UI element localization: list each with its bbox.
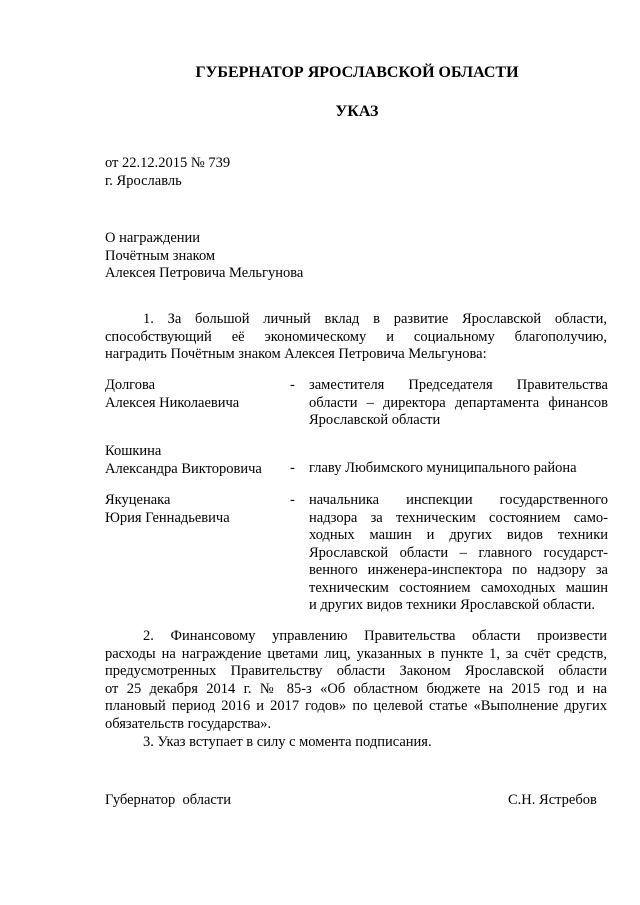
signatory-title: Губернатор области (105, 792, 231, 808)
signatory-name: С.Н. Ястребов (508, 792, 597, 808)
recipient-given-names: Юрия Геннадьевича (105, 509, 230, 526)
decree-subject (105, 230, 405, 283)
issuing-city: г. Ярославль (105, 172, 182, 189)
position-line: венного инженера-инспектора по надзору за (309, 562, 608, 578)
paragraph-line: 2. Финансовому управлению Правительства области произвести (143, 628, 607, 644)
recipient-given-names: Александра Викторовича (105, 460, 262, 477)
recipient-dash: - (290, 377, 295, 393)
item-3-paragraph: 3. Указ вступает в силу с момента подписания. (143, 734, 432, 750)
position-line: Ярославской области – главного государст- (309, 544, 608, 561)
date-and-number: от 22.12.2015 № 739 (105, 155, 231, 171)
position-line: области – директора департамента финансов (309, 394, 608, 411)
recipient-position (309, 492, 608, 615)
position-line: и других видов техники Ярославской области. (309, 597, 596, 613)
recipient-name (105, 443, 285, 478)
position-line: заместителя Председателя Правительства (309, 377, 608, 393)
paragraph-line: расходы на награждение цветами лиц, указанных в пункте 1, за счёт средств, (105, 645, 607, 662)
paragraph-line: способствующий её экономическому и социальному благополучию, (105, 328, 607, 345)
recipient-position (309, 460, 608, 478)
paragraph-line: обязательств государства». (105, 715, 272, 732)
document-type-title: УКАЗ (335, 103, 379, 120)
position-line: Ярославской области (309, 412, 441, 428)
position-line: техническим состоянием самоходных машин (309, 579, 608, 596)
recipient-position (309, 377, 608, 430)
subject-line: О награждении (105, 230, 201, 246)
recipient-given-names: Алексея Николаевича (105, 394, 240, 411)
decree-meta (105, 155, 405, 190)
authority-title: ГУБЕРНАТОР ЯРОСЛАВСКОЙ ОБЛАСТИ (195, 64, 519, 81)
paragraph-line: плановый период 2016 и 2017 годов» по целевой статье «Выполнение других (105, 698, 607, 714)
position-line: главу Любимского муниципального района (309, 460, 577, 476)
recipient-name (105, 492, 285, 527)
paragraph-line: от 25 декабря 2014 г. № 85-з «Об областном бюджете на 2015 год и на (105, 680, 607, 697)
paragraph-line: наградить Почётным знаком Алексея Петровича Мельгунова: (105, 346, 487, 362)
paragraph-line: предусмотренных Правительству области Законом Ярославской области (105, 663, 607, 679)
subject-line: Почётным знаком (105, 247, 216, 264)
recipient-dash: - (290, 492, 295, 508)
subject-line: Алексея Петровича Мельгунова (105, 265, 304, 281)
paragraph-line: 1. За большой личный вклад в развитие Ярославской области, (143, 311, 607, 327)
recipient-surname: Якуценака (105, 492, 171, 508)
position-line: ходных машин и других видов техники (309, 527, 608, 543)
recipient-surname: Кошкина (105, 443, 162, 459)
item-2-paragraph (105, 628, 607, 733)
item-1-paragraph (105, 311, 607, 364)
position-line: начальника инспекции государственного (309, 492, 608, 508)
recipient-surname: Долгова (105, 377, 156, 393)
recipient-name (105, 377, 285, 412)
position-line: надзора за техническим состоянием само- (309, 509, 608, 526)
recipient-dash: - (290, 460, 295, 476)
